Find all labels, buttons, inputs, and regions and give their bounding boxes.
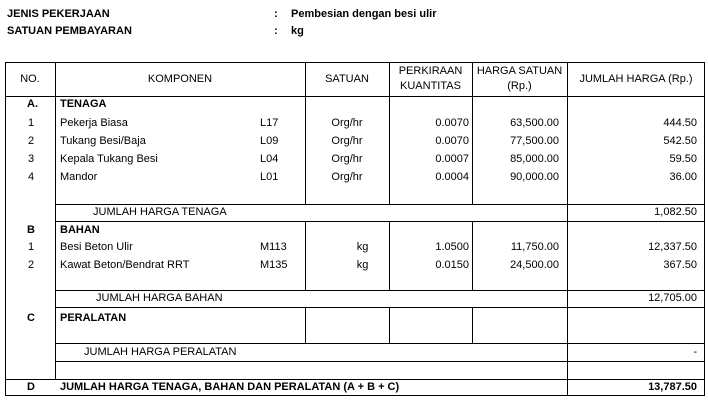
satuan-pembayaran-value: kg bbox=[291, 25, 304, 37]
row-komponen: Kawat Beton/Bendrat RRT bbox=[60, 259, 190, 271]
row-no: 1 bbox=[28, 117, 35, 129]
no-col-divider bbox=[55, 62, 56, 379]
col-header-harga-satuan: HARGA SATUAN bbox=[476, 65, 563, 77]
row-satuan: kg bbox=[356, 259, 369, 271]
peralatan-title: PERALATAN bbox=[60, 312, 127, 324]
price-col-left-c bbox=[472, 307, 473, 343]
row-satuan: Org/hr bbox=[331, 153, 363, 165]
bahan-sum-value: 12,705.00 bbox=[648, 292, 697, 304]
row-harga-satuan: 77,500.00 bbox=[510, 135, 559, 147]
table-border-right bbox=[704, 62, 705, 396]
row-harga-satuan: 90,000.00 bbox=[510, 171, 559, 183]
col-header-jumlah-harga: JUMLAH HARGA (Rp.) bbox=[579, 73, 693, 85]
row-jumlah-harga: 59.50 bbox=[669, 153, 697, 165]
total-label: JUMLAH HARGA TENAGA, BAHAN DAN PERALATAN (A + B + C) bbox=[60, 381, 400, 393]
row-harga-satuan: 85,000.00 bbox=[510, 153, 559, 165]
row-harga-satuan: 24,500.00 bbox=[510, 259, 559, 271]
row-kuantitas: 0.0070 bbox=[435, 117, 469, 129]
col-header-satuan: SATUAN bbox=[325, 73, 369, 85]
row-jumlah-harga: 367.50 bbox=[663, 259, 697, 271]
row-kode: M135 bbox=[260, 259, 288, 271]
row-no: 2 bbox=[28, 135, 35, 147]
header-divider bbox=[5, 96, 705, 97]
jenis-colon: : bbox=[274, 8, 278, 20]
col-header-komponen: KOMPONEN bbox=[147, 73, 213, 85]
row-kode: L04 bbox=[260, 153, 279, 165]
row-kode: L09 bbox=[260, 135, 279, 147]
jenis-pekerjaan-label: JENIS PEKERJAAN bbox=[7, 8, 110, 20]
peralatan-sum-top-line bbox=[55, 343, 705, 344]
row-kuantitas: 0.0070 bbox=[435, 135, 469, 147]
peralatan-sum-label: JUMLAH HARGA PERALATAN bbox=[84, 346, 237, 358]
row-komponen: Pekerja Biasa bbox=[60, 117, 128, 129]
col-header-no: NO. bbox=[20, 73, 40, 85]
total-value: 13,787.50 bbox=[648, 381, 697, 393]
tenaga-sum-value: 1,082.50 bbox=[654, 206, 697, 218]
row-kode: L17 bbox=[260, 117, 279, 129]
row-jumlah-harga: 36.00 bbox=[669, 171, 697, 183]
peralatan-sum-bottom-line bbox=[55, 361, 705, 362]
tenaga-sum-bottom-line bbox=[55, 221, 705, 222]
row-satuan: Org/hr bbox=[331, 171, 363, 183]
jenis-pekerjaan-value: Pembesian dengan besi ulir bbox=[291, 8, 437, 20]
row-jumlah-harga: 542.50 bbox=[663, 135, 697, 147]
row-harga-satuan: 11,750.00 bbox=[510, 241, 559, 253]
satuan-col-left-b bbox=[305, 221, 306, 290]
total-code: D bbox=[27, 381, 35, 393]
peralatan-sum-value: - bbox=[693, 346, 697, 358]
row-kuantitas: 0.0150 bbox=[435, 259, 469, 271]
bahan-code: B bbox=[27, 224, 35, 236]
bahan-sum-label: JUMLAH HARGA BAHAN bbox=[96, 292, 223, 304]
satuan-pembayaran-label: SATUAN PEMBAYARAN bbox=[7, 25, 132, 37]
peralatan-code: C bbox=[27, 312, 35, 324]
row-kode: M113 bbox=[260, 241, 287, 253]
table-border-left bbox=[5, 62, 6, 396]
row-kode: L01 bbox=[260, 171, 279, 183]
tenaga-title: TENAGA bbox=[60, 98, 107, 110]
row-komponen: Mandor bbox=[60, 171, 98, 183]
satuan-col-left-c bbox=[305, 307, 306, 343]
table-border-bottom bbox=[5, 395, 705, 396]
row-kuantitas: 0.0007 bbox=[435, 153, 469, 165]
satuan-colon: : bbox=[274, 25, 278, 37]
row-no: 4 bbox=[28, 171, 35, 183]
row-satuan: Org/hr bbox=[331, 135, 363, 147]
row-kuantitas: 0.0004 bbox=[435, 171, 469, 183]
tenaga-sum-label: JUMLAH HARGA TENAGA bbox=[93, 206, 227, 218]
row-no: 1 bbox=[28, 241, 35, 253]
row-satuan: Org/hr bbox=[331, 117, 363, 129]
row-komponen: Kepala Tukang Besi bbox=[60, 153, 158, 165]
qty-col-left-b bbox=[389, 221, 390, 290]
bahan-title: BAHAN bbox=[60, 224, 100, 236]
row-komponen: Besi Beton Ulir bbox=[60, 241, 133, 253]
col-header-kuantitas: KUANTITAS bbox=[400, 80, 461, 92]
col-header-harga-unit: (Rp.) bbox=[507, 80, 532, 92]
bahan-sum-bottom-line bbox=[55, 307, 705, 308]
tenaga-code: A. bbox=[27, 98, 38, 110]
row-komponen: Tukang Besi/Baja bbox=[60, 135, 146, 147]
row-no: 3 bbox=[28, 153, 35, 165]
qty-col-left-c bbox=[389, 307, 390, 343]
row-kuantitas: 1.0500 bbox=[435, 241, 469, 253]
analysis-table bbox=[5, 62, 705, 397]
row-satuan: kg bbox=[356, 241, 369, 253]
table-border-top bbox=[5, 62, 705, 63]
row-harga-satuan: 63,500.00 bbox=[510, 117, 559, 129]
price-col-left-b bbox=[472, 221, 473, 290]
row-jumlah-harga: 444.50 bbox=[663, 117, 697, 129]
col-header-perkiraan: PERKIRAAN bbox=[398, 65, 463, 77]
row-no: 2 bbox=[28, 259, 35, 271]
row-jumlah-harga: 12,337.50 bbox=[648, 241, 697, 253]
